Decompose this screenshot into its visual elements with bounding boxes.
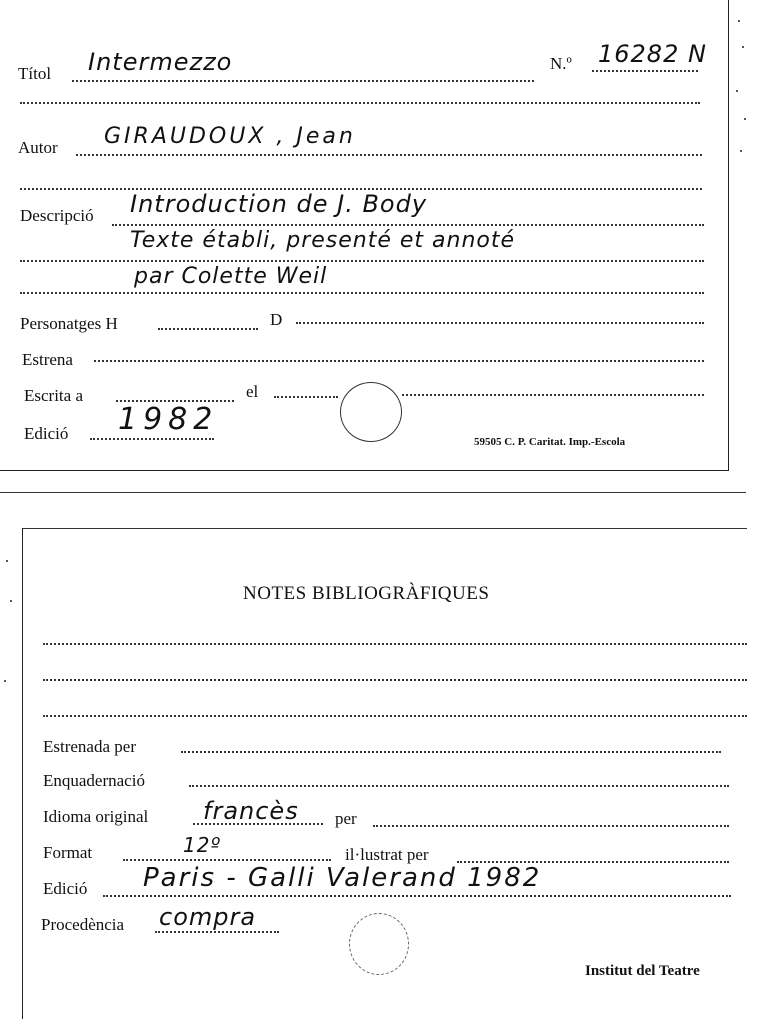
scan-speck <box>744 118 746 120</box>
punch-hole <box>349 913 409 975</box>
illustrat-label: il·lustrat per <box>345 845 429 864</box>
idioma-per-label: per <box>335 809 357 828</box>
catalog-card-front <box>0 0 729 471</box>
printer-imprint: 59505 C. P. Caritat. Imp.-Escola <box>474 436 626 448</box>
edicio-value: 1982 <box>118 402 219 437</box>
autor-value: GIRAUDOUX , Jean <box>104 124 356 149</box>
edicio-label: Edició <box>24 424 69 443</box>
format-value: 12º <box>183 833 221 857</box>
el-line-left <box>274 396 338 398</box>
back-edicio-line <box>103 895 731 897</box>
idioma-per-line <box>373 825 729 827</box>
number-label: N.º <box>550 54 572 73</box>
notes-line <box>43 643 747 645</box>
enquadernacio-line <box>189 785 729 787</box>
descripcio-line-2: Texte établi, presenté et annoté <box>130 228 516 253</box>
procedencia-value: compra <box>159 903 257 931</box>
autor-label: Autor <box>18 138 58 157</box>
catalog-card-back <box>22 528 747 1019</box>
procedencia-line <box>155 931 279 933</box>
personatges-label: Personatges H <box>20 314 118 333</box>
idioma-value: francès <box>203 797 299 825</box>
format-line <box>123 859 331 861</box>
number-line <box>592 70 698 72</box>
procedencia-label: Procedència <box>41 915 125 934</box>
titol-label: Títol <box>18 64 52 83</box>
scan-speck <box>738 20 740 22</box>
edicio-line <box>90 438 214 440</box>
idioma-label: Idioma original <box>43 807 149 826</box>
blank-line <box>20 102 700 104</box>
notes-heading: NOTES BIBLIOGRÀFIQUES <box>243 583 490 604</box>
back-edicio-value: Paris - Galli Valerand 1982 <box>143 863 542 893</box>
personatges-d-label: D <box>270 310 283 329</box>
scan-speck <box>10 600 12 602</box>
estrena-label: Estrena <box>22 350 73 369</box>
institut-footer: Institut del Teatre <box>585 963 700 979</box>
descripcio-line-3: par Colette Weil <box>134 264 328 289</box>
descripcio-line <box>20 292 704 294</box>
punch-hole <box>340 382 402 442</box>
estrenada-label: Estrenada per <box>43 737 136 756</box>
scan-speck <box>742 46 744 48</box>
format-label: Format <box>43 843 93 862</box>
el-label: el <box>246 382 259 401</box>
number-value: 16282 N <box>598 40 707 68</box>
estrena-line <box>94 360 704 362</box>
scan-speck <box>4 680 6 682</box>
personatges-d-line <box>296 322 704 324</box>
card-separator <box>0 492 746 493</box>
scan-speck <box>740 150 742 152</box>
descripcio-line <box>112 224 704 226</box>
descripcio-line <box>20 260 704 262</box>
enquadernacio-label: Enquadernació <box>43 771 145 790</box>
escrita-label: Escrita a <box>24 386 83 405</box>
titol-value: Intermezzo <box>88 48 233 76</box>
titol-line <box>72 80 534 82</box>
back-edicio-label: Edició <box>43 879 88 898</box>
scan-speck <box>736 90 738 92</box>
notes-line <box>43 715 747 717</box>
personatges-h-line <box>158 328 258 330</box>
el-line-right <box>402 394 704 396</box>
descripcio-label: Descripció <box>20 206 94 225</box>
estrenada-line <box>181 751 721 753</box>
descripcio-line-1: Introduction de J. Body <box>130 190 428 218</box>
autor-line <box>76 154 702 156</box>
notes-line <box>43 679 747 681</box>
scan-speck <box>6 560 8 562</box>
